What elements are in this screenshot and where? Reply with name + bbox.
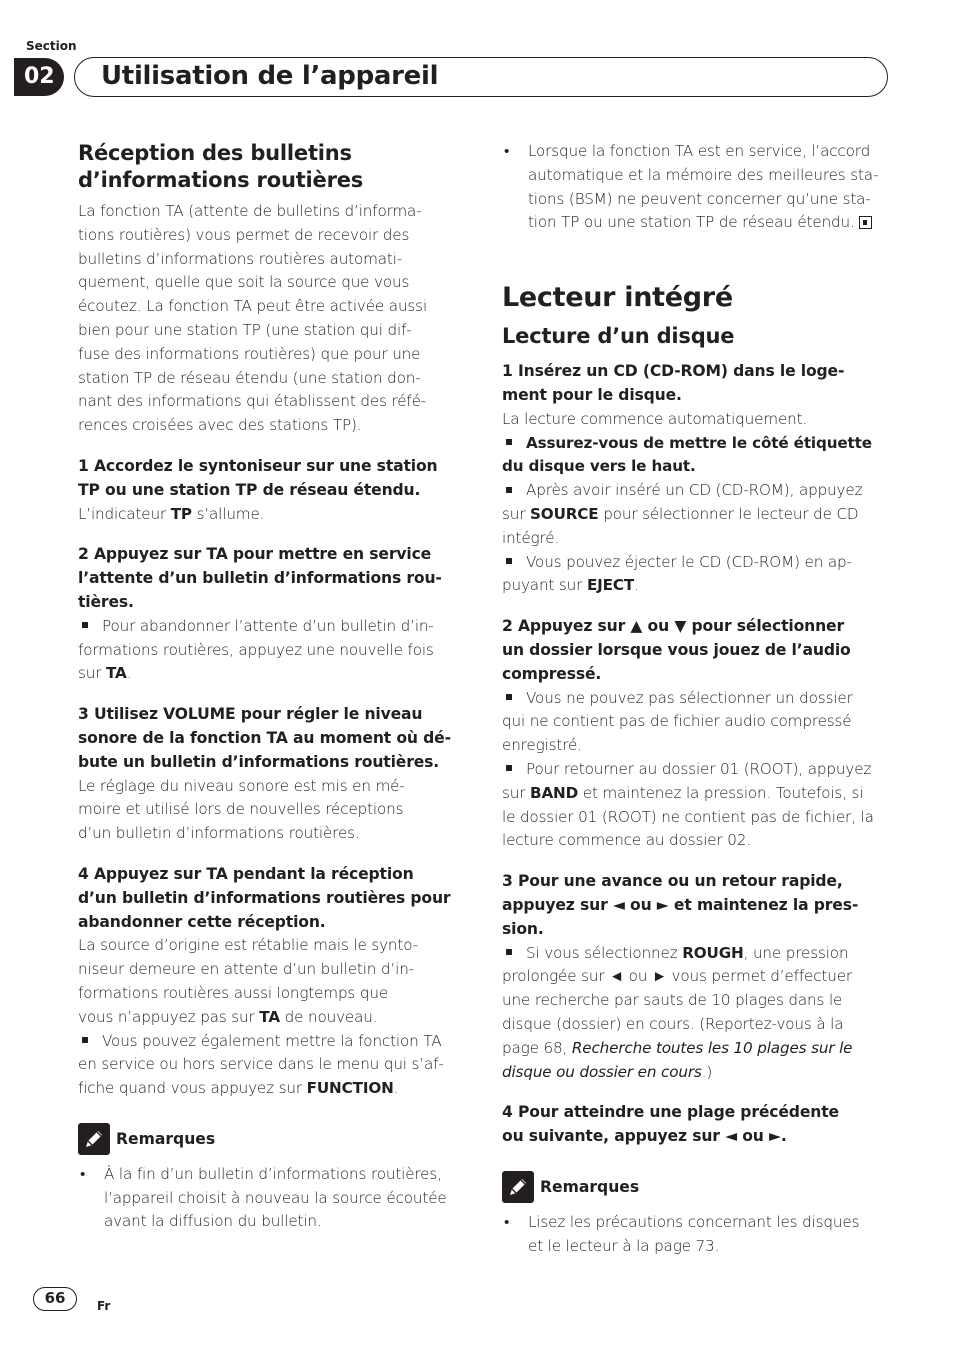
step-1-result: La lecture commence automatiquement. — [502, 409, 808, 428]
step-3: 3 Pour une avance ou un retour rapide, appuyez sur ◄ ou ► et maintenez la pres- sion. — [502, 872, 859, 938]
section-title: Utilisation de l’appareil — [101, 61, 439, 91]
bullet-square-icon — [82, 622, 88, 628]
step-3: 3 Utilisez VOLUME pour régler le niveau sonore de la fonction TA au moment où dé- bute un bulletin d’informations routières. — [78, 705, 451, 771]
pencil-icon — [78, 1123, 110, 1155]
intro-paragraph: La fonction TA (attente de bulletins d’informa- tions routières) vous permet de recevoir des bulletins d’informations routières automati- quement, quelle que soit la source que vous écoutez. La fonction TA peut être activée aussi bien pour une station TP (une station qui dif- fuse des informations routières) que pour une station TP de réseau étendu (une station don- nant des informations qui établissent des réfé- rences croisées avec des stations TP). — [78, 202, 428, 435]
heading-builtin-player: Lecteur intégré — [502, 282, 733, 314]
bullet-square-icon — [82, 1037, 88, 1043]
step-3-note: Si vous sélectionnez ROUGH, une pression prolongée sur ◄ ou ► vous permet d’effectuer une recherche par sauts de 10 plages dans le disque (dossier) en cours. (Reportez-vous à la page 68, Recherche toutes les 10 plages sur le disque ou dossier en cours.) — [502, 943, 853, 1081]
bullet-square-icon — [506, 558, 512, 564]
section-title-bar — [74, 57, 888, 97]
section-number: 02 — [14, 58, 64, 96]
section-label: Section — [26, 39, 77, 53]
list-item: • À la fin d’un bulletin d’informations routières, l’appareil choisit à nouveau la source écoutée avant la diffusion du bulletin. — [78, 1163, 464, 1234]
bullet-square-icon — [506, 439, 512, 445]
step-4: 4 Appuyez sur TA pendant la réception d’un bulletin d’informations routières pour abandonner cette réception. — [78, 864, 451, 931]
step-2-note-root: Pour retourner au dossier 01 (ROOT), appuyez sur BAND et maintenez la pression. Toutefois, si le dossier 01 (ROOT) ne contient pas de fichier, la lecture commence au dossier 02. — [502, 759, 874, 850]
remarks-header — [502, 1171, 890, 1203]
right-column — [502, 140, 890, 1258]
step-4-note: Vous pouvez également mettre la fonction TA en service ou hors service dans le menu qui s’af- fiche quand vous appuyez sur FUNCTION. — [78, 1031, 444, 1098]
list-item: • Lisez les précautions concernant les disques et le lecteur à la page 73. — [502, 1211, 890, 1259]
bullet-square-icon — [506, 949, 512, 955]
ta-note-list — [502, 140, 890, 235]
language-code: Fr — [97, 1299, 111, 1313]
heading-play-disc: Lecture d’un disque — [502, 324, 735, 349]
step-1: 1 Accordez le syntoniseur sur une station TP ou une station TP de réseau étendu. — [78, 456, 438, 499]
step-1: 1 Insérez un CD (CD-ROM) dans le loge- ment pour le disque. — [502, 362, 845, 404]
step-4-result: La source d’origine est rétablie mais le synto- niseur demeure en attente d’un bulletin d’in- formations routières aussi longtemps que vous n’appuyez pas sur TA de nouveau. — [78, 936, 418, 1026]
heading-traffic-info: Réception des bulletins d’informations routières — [78, 141, 364, 192]
step-3-result: Le réglage du niveau sonore est mis en mé- moire et utilisé lors de nouvelles réceptions d’un bulletin d’informations routières. — [78, 776, 405, 843]
remarks-list — [78, 1163, 464, 1234]
remarks-header — [78, 1123, 464, 1155]
left-column — [78, 140, 464, 1234]
bullet-square-icon — [506, 694, 512, 700]
step-1-note-eject: Vous pouvez éjecter le CD (CD-ROM) en ap- puyant sur EJECT. — [502, 552, 852, 595]
remarks-list — [502, 1211, 890, 1259]
end-square-icon — [859, 216, 872, 229]
step-1-note-source: Après avoir inséré un CD (CD-ROM), appuyez sur SOURCE pour sélectionner le lecteur de CD intégré. — [502, 481, 863, 547]
step-1-result: L’indicateur TP s’allume. — [78, 504, 265, 523]
step-2: 2 Appuyez sur ▲ ou ▼ pour sélectionner un dossier lorsque vous jouez de l’audio compressé. — [502, 617, 851, 683]
step-2: 2 Appuyez sur TA pour mettre en service l’attente d’un bulletin d’informations rou- tières. — [78, 545, 442, 611]
bullet-square-icon — [506, 487, 512, 493]
remarks-label: Remarques — [116, 1129, 216, 1148]
step-2-note: Pour abandonner l’attente d’un bulletin d’in- formations routières, appuyez une nouvelle fois sur TA. — [78, 616, 434, 683]
pencil-icon — [502, 1171, 534, 1203]
remarks-label: Remarques — [540, 1177, 640, 1196]
step-2-note-folder: Vous ne pouvez pas sélectionner un dossier qui ne contient pas de fichier audio compressé enregistré. — [502, 688, 853, 755]
step-1-note-label-side: Assurez-vous de mettre le côté étiquette du disque vers le haut. — [502, 433, 872, 476]
step-4: 4 Pour atteindre une plage précédente ou suivante, appuyez sur ◄ ou ►. — [502, 1103, 839, 1146]
page-number: 66 — [33, 1287, 77, 1311]
list-item: • Lorsque la fonction TA est en service, l’accord automatique et la mémoire des meilleures sta- tions (BSM) ne peuvent concerner qu’une sta- tion TP ou une station TP de réseau étendu. — [502, 140, 890, 235]
bullet-square-icon — [506, 765, 512, 771]
